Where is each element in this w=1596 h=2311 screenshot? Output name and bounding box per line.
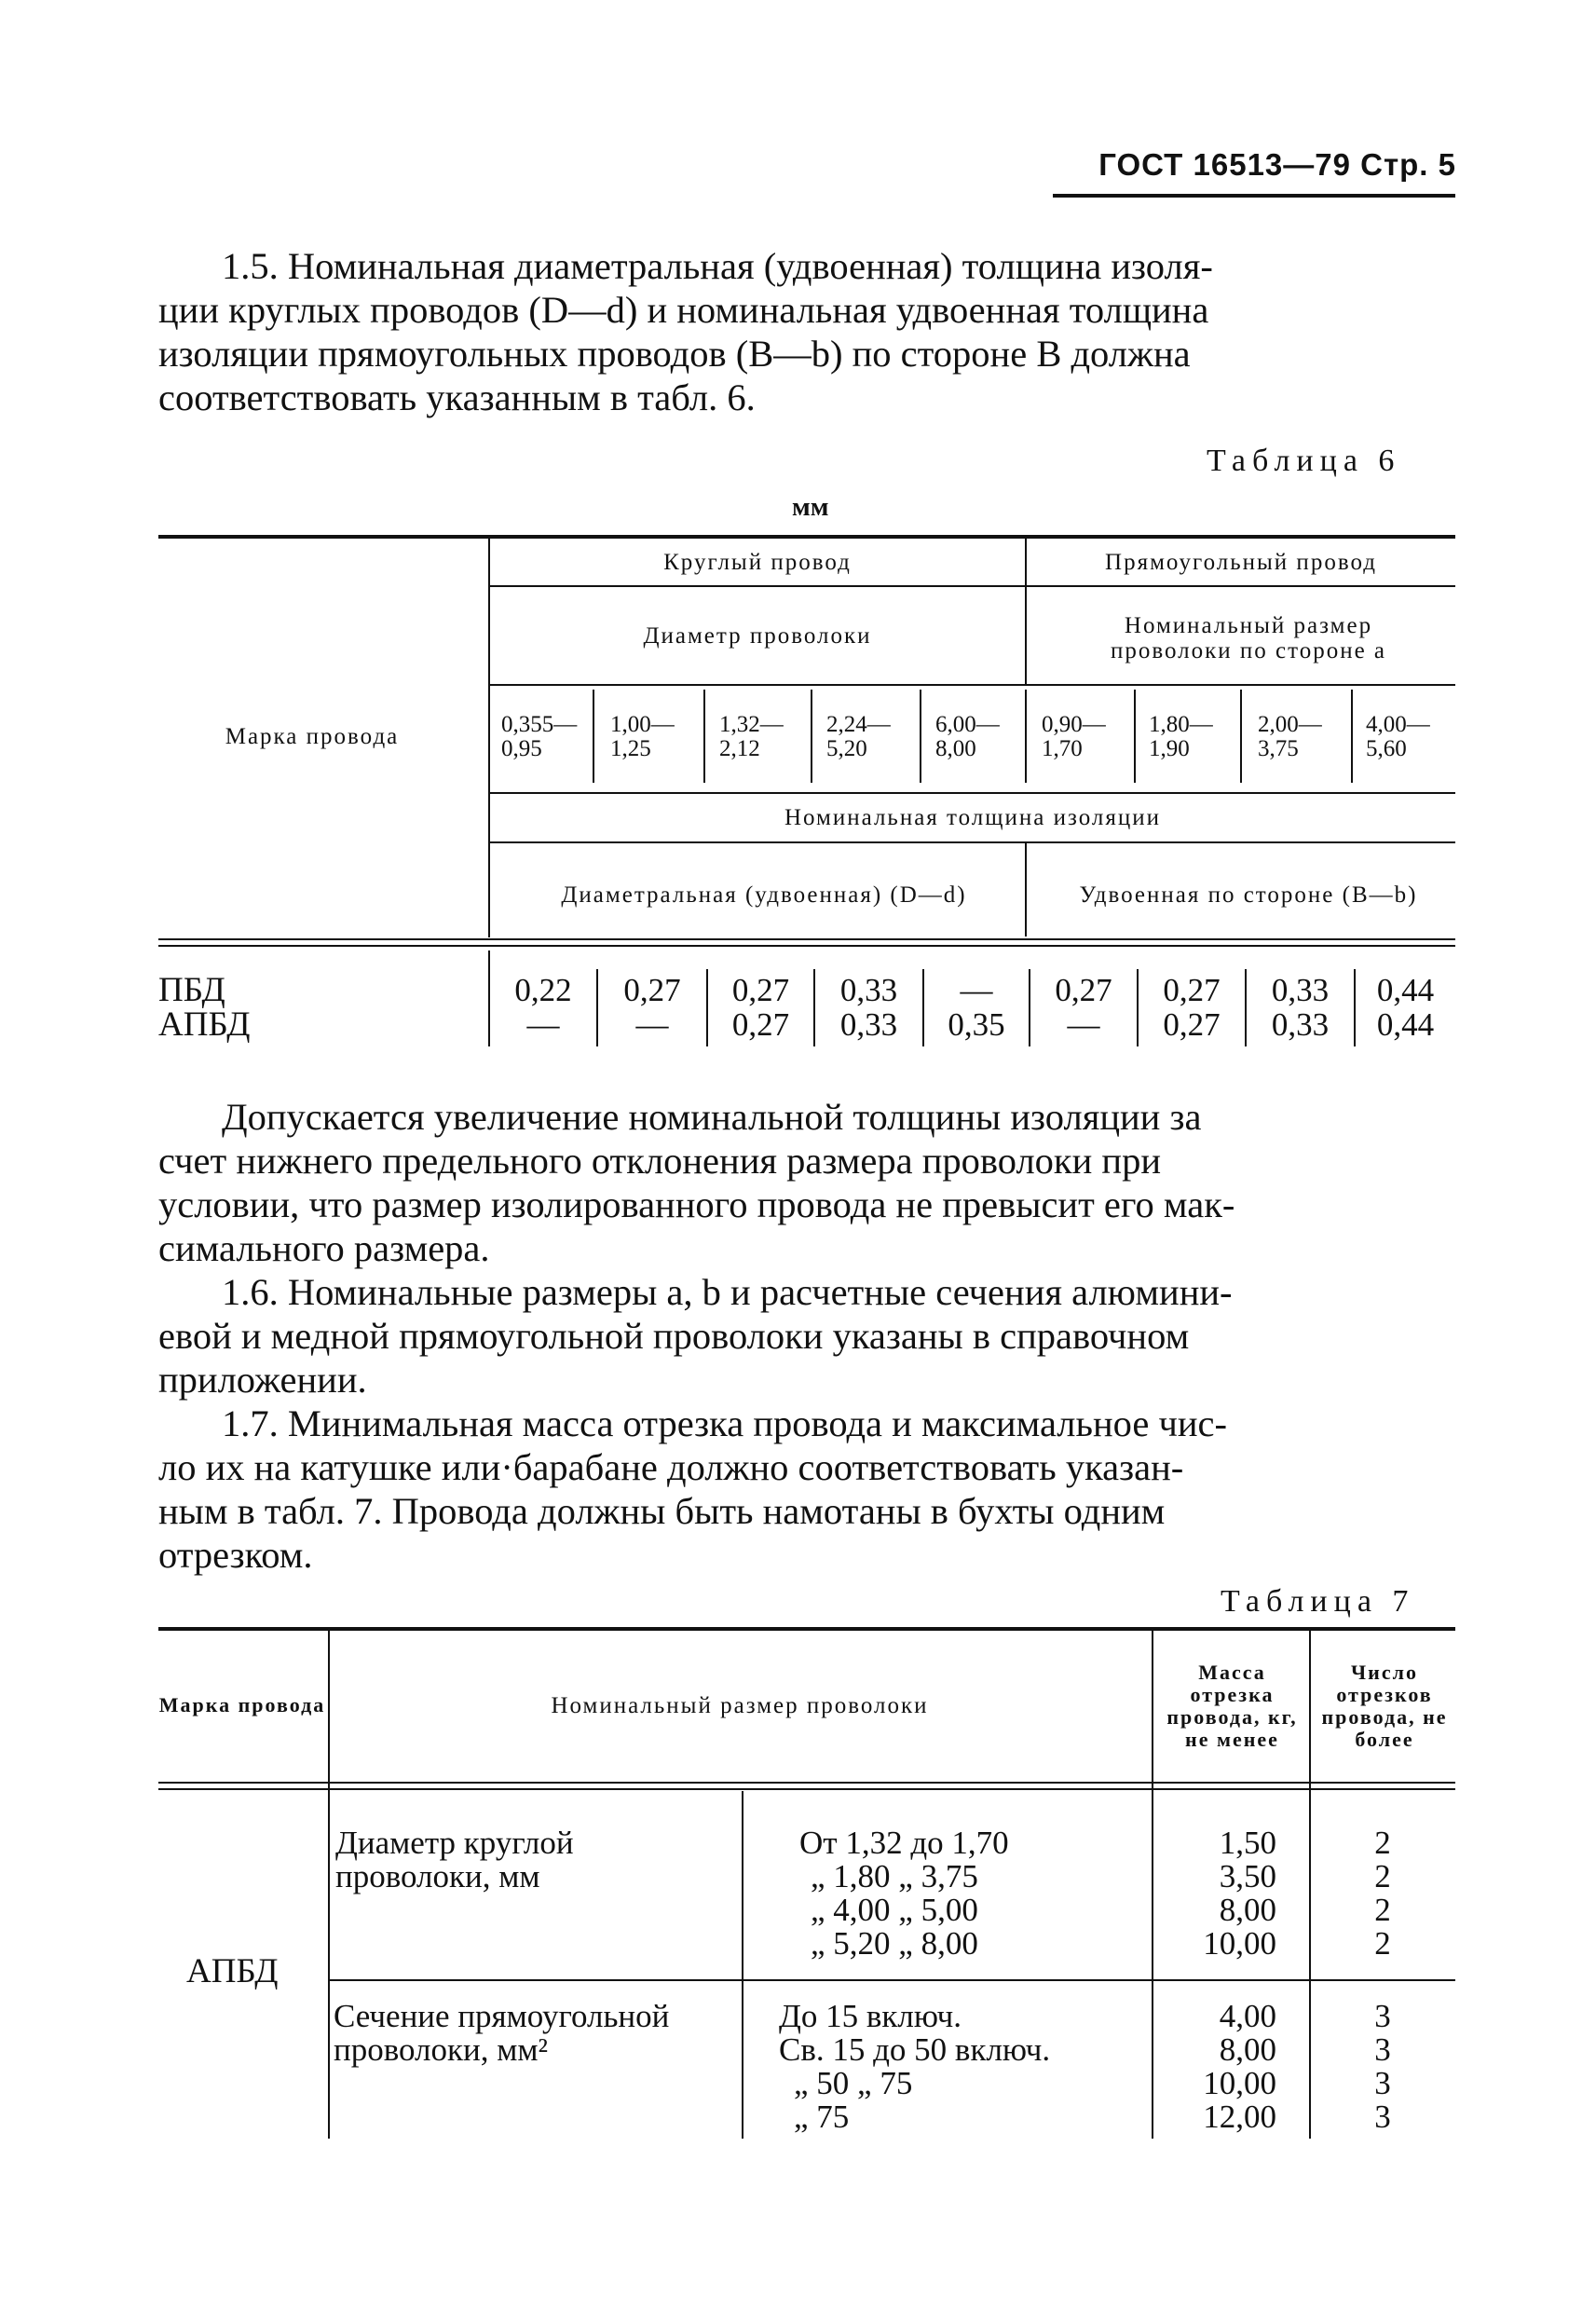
para-line: соответствовать указанным в табл. 6.	[158, 376, 756, 418]
count-value: 2	[1374, 1858, 1391, 1894]
mass-value: 10,00	[1203, 2065, 1276, 2101]
para-line: ным в табл. 7. Провода должны быть намотаны в бухты одним	[158, 1490, 1166, 1532]
table6-round-subheader: Диаметр проволоки	[643, 622, 872, 649]
table6-range: 0,355—0,95	[501, 712, 578, 761]
size-row: „ 5,20 „ 8,00	[811, 1925, 978, 1962]
table6-range: 1,00—1,25	[610, 712, 675, 761]
table7-col-count: Число отрезков провода, не более	[1321, 1661, 1448, 1751]
table7-group1-count	[1309, 1826, 1456, 1961]
mass-value: 12,00	[1203, 2099, 1276, 2135]
table6-cell: 0,27	[1055, 972, 1112, 1008]
para-line: счет нижнего предельного отклонения размера проволоки при	[158, 1140, 1161, 1182]
table6-range: 2,24—5,20	[826, 712, 891, 761]
mass-value: 4,00	[1219, 1998, 1276, 2034]
table6-cell: 0,27	[623, 972, 681, 1008]
table6-cell: 0,33	[839, 1006, 898, 1043]
para-line: Допускается увеличение номинальной толщины изоляции за	[222, 1096, 1202, 1138]
page-header: ГОСТ 16513—79 Стр. 5	[1098, 147, 1456, 182]
table6-cell: 0,27	[731, 972, 790, 1008]
table6-thickness-header: Номинальная толщина изоляции	[784, 804, 1162, 830]
table7-group1-label: Диаметр круглой проволоки, мм	[335, 1825, 574, 1894]
count-value: 2	[1374, 1892, 1391, 1928]
size-row: „ 1,80 „ 3,75	[811, 1858, 978, 1894]
table7-caption: Таблица 7	[1221, 1584, 1415, 1619]
count-value: 2	[1374, 1925, 1391, 1962]
para-line: приложении.	[158, 1359, 367, 1401]
size-row: До 15 включ.	[779, 1998, 962, 2034]
table6-rect-header: Прямоугольный провод	[1105, 549, 1377, 575]
mass-value: 3,50	[1219, 1858, 1276, 1894]
count-value: 3	[1374, 2065, 1391, 2101]
paragraph-1-5	[158, 244, 1455, 419]
table6-cell: 0,33	[1271, 1006, 1330, 1043]
count-value: 3	[1374, 2099, 1391, 2135]
mass-value: 1,50	[1219, 1825, 1276, 1861]
count-value: 3	[1374, 1998, 1391, 2034]
table6-cell: 0,44	[1376, 1006, 1435, 1043]
table6-range: 1,32—2,12	[719, 712, 784, 761]
count-value: 3	[1374, 2031, 1391, 2068]
table6-cell: 0,27	[731, 1006, 790, 1043]
para-line: отрезком.	[158, 1534, 313, 1576]
size-row: „ 50 „ 75	[794, 2065, 913, 2101]
table6-rect-subheader: Номинальный размер проволоки по стороне a	[1110, 613, 1387, 663]
table6-unit: мм	[792, 492, 829, 522]
table6-cell: 0,27	[1163, 1006, 1221, 1043]
para-line: евой и медной прямоугольной проволоки указаны в справочном	[158, 1315, 1190, 1357]
table7-group2-count	[1309, 2000, 1456, 2134]
table6-cell: 0,33	[839, 972, 898, 1008]
table7-group2-label: Сечение прямоугольной проволоки, мм²	[334, 1998, 670, 2068]
table6-range: 2,00—3,75	[1258, 712, 1322, 761]
size-row: „ 4,00 „ 5,00	[811, 1892, 978, 1928]
table6-row-mark: АПБД	[158, 1005, 251, 1044]
para-line: ло их на катушке или·барабане должно соответствовать указан-	[158, 1446, 1184, 1488]
table6-row-mark: ПБД	[158, 971, 225, 1009]
table6-side-header: Удвоенная по стороне (B—b)	[1079, 882, 1418, 908]
table6-range: 4,00—5,60	[1366, 712, 1430, 761]
para-line: симального размера.	[158, 1227, 490, 1269]
mass-value: 8,00	[1219, 1892, 1276, 1928]
table6-range: 6,00—8,00	[935, 712, 1000, 761]
table6-cell: —	[960, 972, 993, 1008]
table6-cell: —	[635, 1006, 669, 1043]
table6-caption: Таблица 6	[1207, 444, 1401, 478]
table6-round-header: Круглый провод	[663, 549, 852, 575]
para-line: 1.7. Минимальная масса отрезка провода и максимальное чис-	[222, 1402, 1227, 1444]
para-line: ции круглых проводов (D—d) и номинальная удвоенная толщина	[158, 289, 1209, 331]
paragraph-after-table6	[158, 1095, 1455, 1577]
para-line: изоляции прямоугольных проводов (B—b) по стороне B должна	[158, 333, 1191, 375]
table6-col-mark: Марка провода	[225, 723, 400, 749]
mass-value: 8,00	[1219, 2031, 1276, 2068]
table6-cell: 0,33	[1271, 972, 1330, 1008]
table6-range: 1,80—1,90	[1149, 712, 1213, 761]
table7-col-size: Номинальный размер проволоки	[551, 1692, 929, 1718]
size-row: Св. 15 до 50 включ.	[779, 2031, 1051, 2068]
table6-cell: 0,22	[514, 972, 572, 1008]
para-line: условии, что размер изолированного провода не превысит его мак-	[158, 1183, 1235, 1225]
para-line: 1.5. Номинальная диаметральная (удвоенная) толщина изоля-	[222, 245, 1213, 287]
count-value: 2	[1374, 1825, 1391, 1861]
para-line: 1.6. Номинальные размеры a, b и расчетные сечения алюмини-	[222, 1271, 1233, 1313]
header-rule	[1053, 194, 1455, 198]
table7-mark: АПБД	[186, 1952, 279, 1990]
table6-cell: —	[526, 1006, 560, 1043]
size-row: „ 75	[794, 2099, 850, 2135]
table6-diametral-header: Диаметральная (удвоенная) (D—d)	[561, 882, 967, 908]
table7-group2-sizes	[779, 2000, 1142, 2134]
mass-value: 10,00	[1203, 1925, 1276, 1962]
table7-group1-mass	[1165, 1826, 1276, 1961]
table7-group1-sizes	[799, 1826, 1144, 1961]
table6-cell: 0,44	[1376, 972, 1435, 1008]
table7-col-mark: Марка провода	[158, 1693, 326, 1716]
table6-range: 0,90—1,70	[1042, 712, 1106, 761]
table6-cell: 0,27	[1163, 972, 1221, 1008]
table6-cell: —	[1067, 1006, 1100, 1043]
table7-group2-mass	[1165, 2000, 1276, 2134]
size-row: От 1,32 до 1,70	[799, 1825, 1009, 1861]
table7-col-mass: Масса отрезка провода, кг, не менее	[1166, 1661, 1298, 1751]
table6-cell: 0,35	[948, 1006, 1005, 1043]
